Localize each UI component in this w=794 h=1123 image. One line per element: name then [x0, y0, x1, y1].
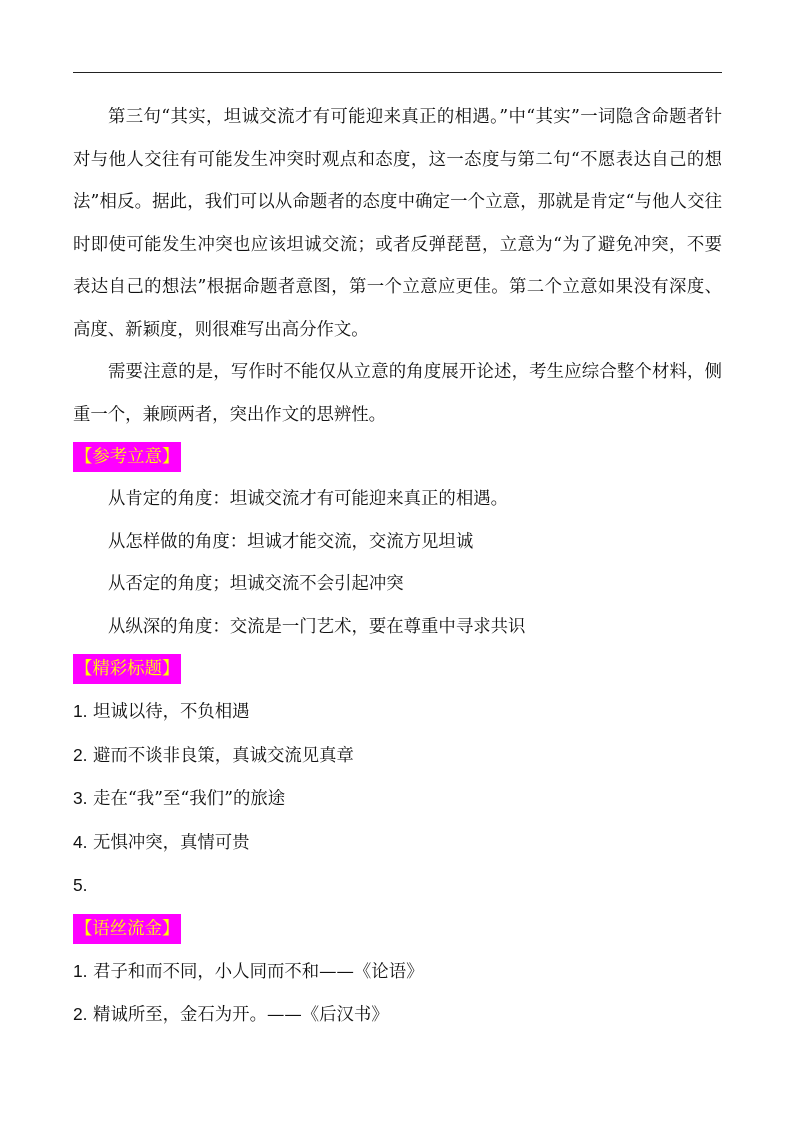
item-text: 无惧冲突，真情可贵 [93, 832, 250, 853]
section-heading: 【精彩标题】 [73, 654, 181, 684]
list-item [73, 864, 722, 908]
section-reference-ideas [73, 436, 722, 648]
section-heading: 【语丝流金】 [73, 914, 181, 944]
document-body [73, 96, 722, 1037]
item-number: 4. [73, 831, 88, 852]
list-item [73, 690, 722, 734]
header-rule [73, 72, 722, 73]
section-quotes [73, 908, 722, 1037]
list-item: 从纵深的角度：交流是一门艺术，要在尊重中寻求共识 [108, 616, 526, 637]
item-number: 2. [73, 1004, 88, 1024]
item-text: 避而不谈非良策，真诚交流见真章 [93, 745, 354, 766]
item-text: 坦诚以待，不负相遇 [93, 702, 250, 722]
paragraph: 第三句“其实，坦诚交流才有可能迎来真正的相遇。”中“其实”一词隐含命题者针对与他人交往有可能发生冲突时观点和态度，这一态度与第二句“不愿表达自己的想法”相反。据此，我们可以从命题者的态度中确定一个立意，那就是肯定“与他人交往时即使可能发生冲突也应该坦诚交流；或者反弹琵琶，立意为“为了避免冲突，不要表达自己的想法”根据命题者意图，第一个立意应更佳。第二个立意如果没有深度、高度、新颖度，则很难写出高分作文。 [73, 107, 722, 340]
item-number: 1. [73, 701, 88, 721]
item-text: 精诚所至，金石为开。——《后汉书》 [93, 1005, 389, 1025]
item-number: 1. [73, 960, 88, 981]
item-text: 走在“我”至“我们”的旅途 [93, 789, 286, 809]
list-item [73, 993, 722, 1037]
list-item [73, 950, 722, 994]
section-titles [73, 648, 722, 908]
list-item [73, 734, 722, 778]
list-item [73, 777, 722, 821]
item-number: 3. [73, 788, 88, 808]
item-number: 2. [73, 744, 88, 765]
section-heading: 【参考立意】 [73, 442, 181, 472]
item-text: 君子和而不同，小人同而不和——《论语》 [93, 961, 424, 982]
item-number: 5. [73, 875, 88, 895]
paragraph: 需要注意的是，写作时不能仅从立意的角度展开论述，考生应综合整个材料，侧重一个，兼顾两者，突出作文的思辨性。 [73, 362, 722, 425]
list-item [73, 821, 722, 865]
list-item: 从否定的角度；坦诚交流不会引起冲突 [108, 574, 404, 594]
list-item: 从怎样做的角度：坦诚才能交流，交流方见坦诚 [108, 531, 474, 552]
list-item: 从肯定的角度：坦诚交流才有可能迎来真正的相遇。 [108, 489, 508, 509]
